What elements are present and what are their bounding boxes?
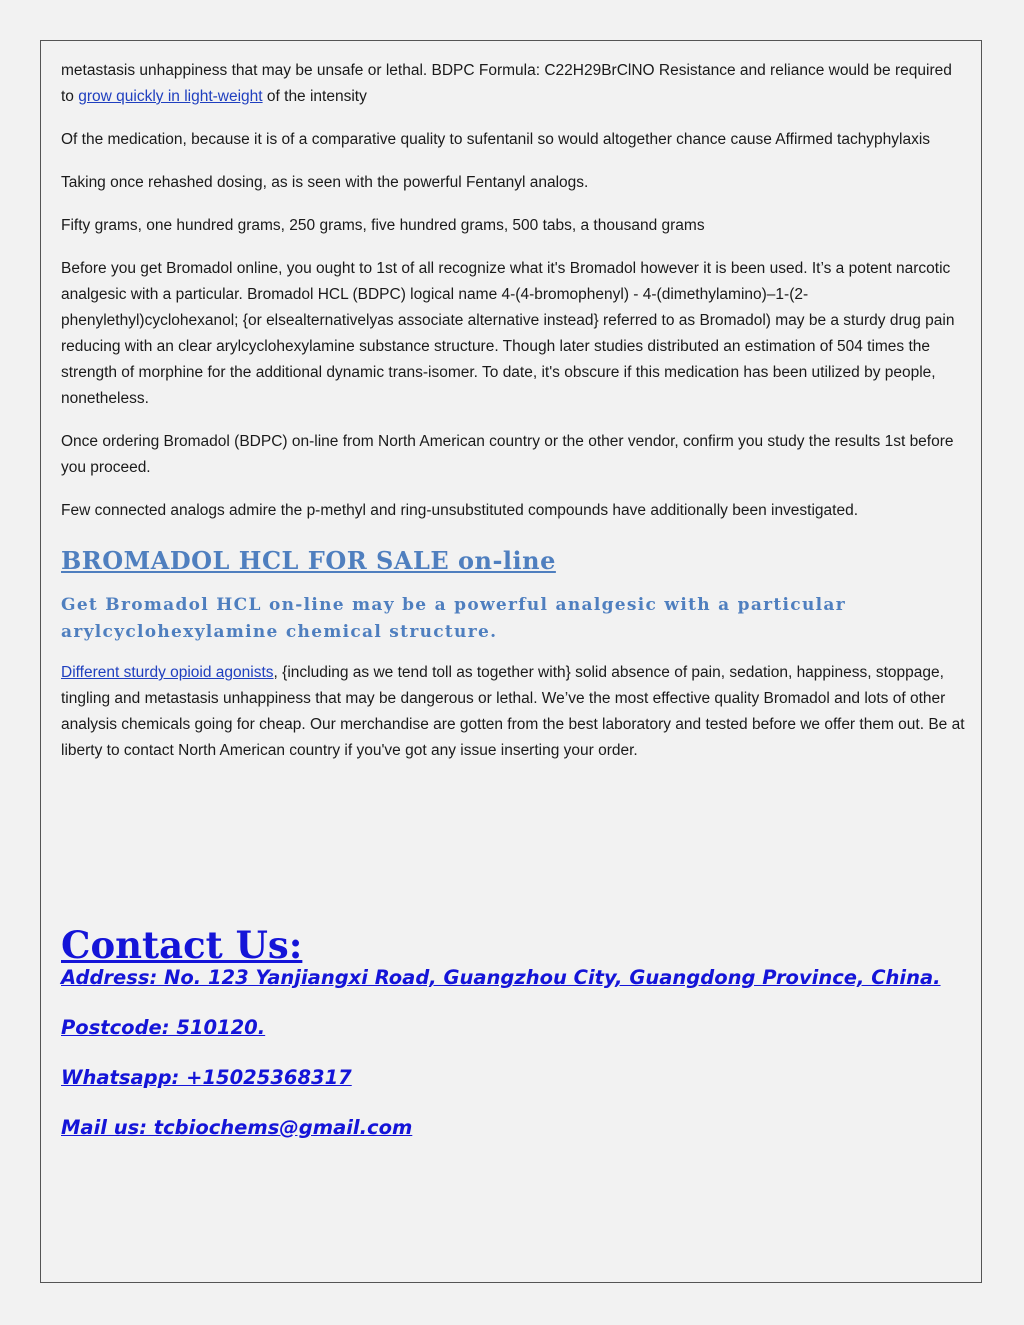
document-body [61, 58, 967, 781]
contact-whatsapp-link[interactable]: Whatsapp: +15025368317 [61, 1066, 352, 1089]
grow-quickly-link[interactable]: grow quickly in light-weight [78, 88, 263, 105]
contact-title[interactable]: Contact Us: [61, 923, 303, 967]
paragraph-bromadol-intro: Before you get Bromadol online, you ought to 1st of all recognize what it's Bromadol however it is been used. It’s a potent narcotic analgesic with a particular. Bromadol HCL (BDPC) logical name 4-(4-bromophenyl) - 4-(dimethylamino)–1-(2-phenylethyl)cyclohexanol; {or elsealternativelyas associate alternative instead} referred to as Bromadol) may be a sturdy drug pain reducing with an clear arylcyclohexylamine substance structure. Though later studies distributed an estimation of 504 times the strength of morphine for the additional dynamic trans-isomer. To date, it's obscure if this medication has been utilized by people, nonetheless. [61, 260, 955, 407]
contact-mail-link[interactable]: Mail us: tcbiochems@gmail.com [61, 1116, 413, 1139]
opioid-agonists-link[interactable]: Different sturdy opioid agonists [61, 664, 274, 681]
paragraph-quantities: Fifty grams, one hundred grams, 250 grams, five hundred grams, 500 tabs, a thousand grams [61, 217, 705, 234]
contact-address-link[interactable]: Address: No. 123 Yanjiangxi Road, Guangzhou City, Guangdong Province, China. [61, 966, 941, 989]
section-title: BROMADOL HCL FOR SALE on-line [61, 546, 556, 575]
paragraph-analogs: Few connected analogs admire the p-methyl and ring-unsubstituted compounds have additionally been investigated. [61, 502, 859, 519]
paragraph-opioid-agonists: Different sturdy opioid agonists, {including as we tend toll as together with} solid absence of pain, sedation, happiness, stoppage, tingling and metastasis unhappiness that may be dangerous or lethal. We’ve the most effective quality Bromadol and lots of other analysis chemicals going for cheap. Our merchandise are gotten from the best laboratory and tested before we offer them out. Be at liberty to contact North American country if you've got any issue inserting your order. [61, 664, 965, 759]
section-subtitle: Get Bromadol HCL on-line may be a powerful analgesic with a particular arylcyclohexylamine chemical structure. [61, 595, 846, 642]
contact-postcode-link[interactable]: Postcode: 510120. [61, 1016, 266, 1039]
paragraph-tachyphylaxis: Of the medication, because it is of a comparative quality to sufentanil so would altogether chance cause Affirmed tachyphylaxis [61, 131, 931, 148]
paragraph-dosing: Taking once rehashed dosing, as is seen with the powerful Fentanyl analogs. [61, 174, 589, 191]
paragraph-formula: metastasis unhappiness that may be unsafe or lethal. BDPC Formula: C22H29BrClNO Resistance and reliance would be required to grow quickly in light-weight of the intensity [61, 62, 952, 105]
contact-section [61, 922, 967, 1141]
paragraph-ordering: Once ordering Bromadol (BDPC) on-line from North American country or the other vendor, confirm you study the results 1st before you proceed. [61, 433, 954, 476]
